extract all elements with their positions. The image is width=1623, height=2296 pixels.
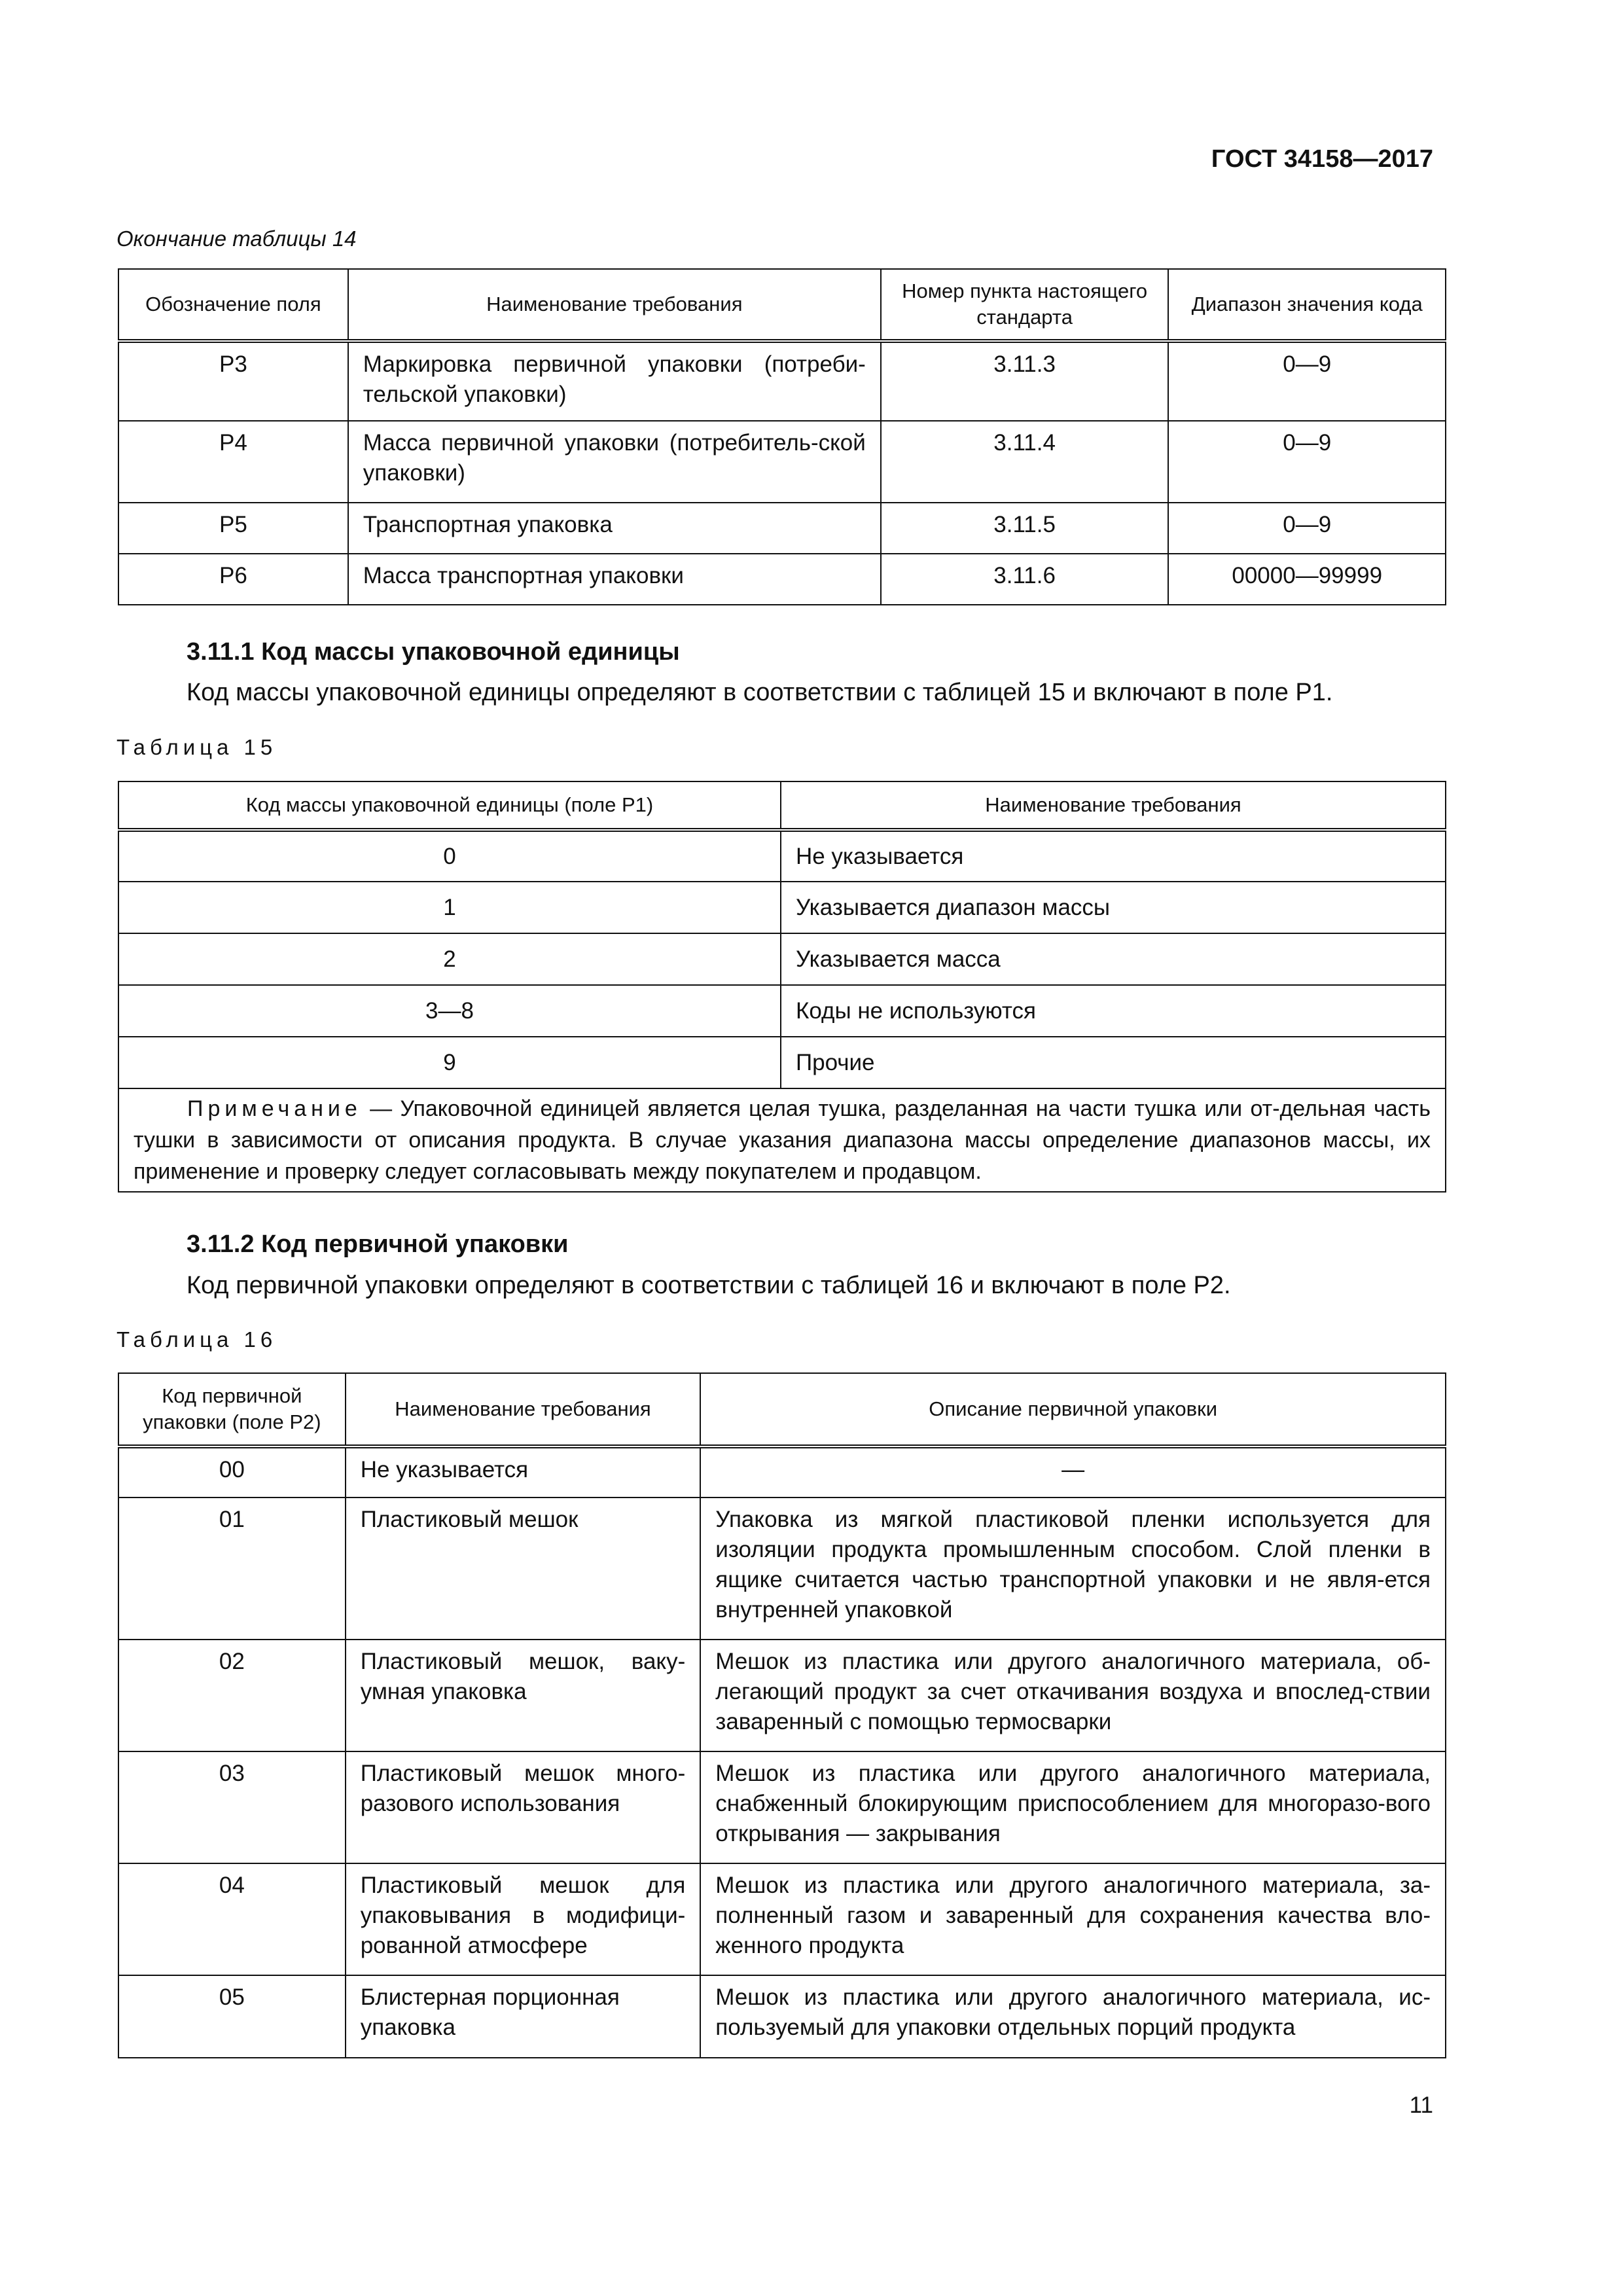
requirement-name: Масса первичной упаковки (потребитель-ской упаковки) <box>348 421 881 503</box>
clause-number: 3.11.3 <box>881 341 1169 421</box>
table-row <box>118 554 1446 605</box>
packaging-code: 01 <box>118 1498 346 1640</box>
column-header-description: Описание первичной упаковки <box>700 1373 1446 1446</box>
field-code: P3 <box>118 341 348 421</box>
requirement-name: Блистерная порционная упаковка <box>346 1975 701 2058</box>
requirement-name: Указывается масса <box>781 933 1446 985</box>
document-id: ГОСТ 34158—2017 <box>1211 145 1433 173</box>
requirement-name: Пластиковый мешок <box>346 1498 701 1640</box>
code-range: 0—9 <box>1168 341 1446 421</box>
field-code: P6 <box>118 554 348 605</box>
column-header-clause: Номер пункта настоящего стандарта <box>881 269 1169 341</box>
section-heading-3-11-2: 3.11.2 Код первичной упаковки <box>187 1230 569 1258</box>
packaging-description: — <box>700 1446 1446 1498</box>
clause-number: 3.11.4 <box>881 421 1169 503</box>
field-code: P4 <box>118 421 348 503</box>
column-header-name: Наименование требования <box>348 269 881 341</box>
table-row <box>118 1640 1446 1751</box>
table-row <box>118 421 1446 503</box>
packaging-code: 04 <box>118 1863 346 1975</box>
table14-caption: Окончание таблицы 14 <box>116 226 357 251</box>
packaging-code: 00 <box>118 1446 346 1498</box>
column-header-code: Код первичной упаковки (поле P2) <box>118 1373 346 1446</box>
mass-code: 3—8 <box>118 985 781 1037</box>
table-14-continuation <box>118 268 1446 605</box>
column-header-field: Обозначение поля <box>118 269 348 341</box>
requirement-name: Маркировка первичной упаковки (потреби-тельской упаковки) <box>348 341 881 421</box>
packaging-description: Упаковка из мягкой пластиковой пленки используется для изоляции продукта промышленным способом. Слой пленки в ящике считается частью транспортной упаковки и не явля-ется внутренней упаковкой <box>700 1498 1446 1640</box>
code-range: 00000—99999 <box>1168 554 1446 605</box>
requirement-name: Не указывается <box>346 1446 701 1498</box>
packaging-description: Мешок из пластика или другого аналогичного материала, за-полненный газом и заваренный для сохранения качества вло-женного продукта <box>700 1863 1446 1975</box>
table-row <box>118 1498 1446 1640</box>
note-text: — Упаковочной единицей является целая тушка, разделанная на части тушка или от-дельная часть тушки в зависимости от описания продукта. В случае указания диапазона массы определение диапазонов массы, их применение и проверку следует согласовывать между покупателем и продавцом. <box>134 1096 1431 1184</box>
table16-caption: Таблица 16 <box>116 1327 277 1352</box>
packaging-description: Мешок из пластика или другого аналогичного материала, об-легающий продукт за счет откачивания воздуха и впослед-ствии заваренный с помощью термосварки <box>700 1640 1446 1751</box>
table-row <box>118 830 1446 882</box>
table-row <box>118 985 1446 1037</box>
mass-code: 1 <box>118 882 781 933</box>
requirement-name: Пластиковый мешок для упаковывания в модифици-рованной атмосфере <box>346 1863 701 1975</box>
section-heading-3-11-1: 3.11.1 Код массы упаковочной единицы <box>187 638 680 666</box>
requirement-name: Не указывается <box>781 830 1446 882</box>
mass-code: 9 <box>118 1037 781 1088</box>
column-header-name: Наименование требования <box>781 781 1446 830</box>
column-header-name: Наименование требования <box>346 1373 701 1446</box>
table-note <box>118 1088 1446 1192</box>
packaging-description: Мешок из пластика или другого аналогичного материала, ис-пользуемый для упаковки отдельных порций продукта <box>700 1975 1446 2058</box>
requirement-name: Прочие <box>781 1037 1446 1088</box>
column-header-range: Диапазон значения кода <box>1168 269 1446 341</box>
clause-number: 3.11.5 <box>881 503 1169 554</box>
table-16 <box>118 1372 1446 2058</box>
table-row <box>118 1751 1446 1863</box>
column-header-code: Код массы упаковочной единицы (поле P1) <box>118 781 781 830</box>
page-number: 11 <box>1409 2092 1433 2118</box>
packaging-code: 03 <box>118 1751 346 1863</box>
section-text-3-11-1: Код массы упаковочной единицы определяют в соответствии с таблицей 15 и включают в поле P1. <box>187 679 1333 706</box>
table-row <box>118 933 1446 985</box>
code-range: 0—9 <box>1168 421 1446 503</box>
table15-caption: Таблица 15 <box>116 735 277 759</box>
packaging-code: 02 <box>118 1640 346 1751</box>
table-note-row <box>118 1088 1446 1192</box>
mass-code: 0 <box>118 830 781 882</box>
clause-number: 3.11.6 <box>881 554 1169 605</box>
packaging-code: 05 <box>118 1975 346 2058</box>
requirement-name: Транспортная упаковка <box>348 503 881 554</box>
requirement-name: Коды не используются <box>781 985 1446 1037</box>
note-label: Примечание <box>187 1096 362 1121</box>
requirement-name: Указывается диапазон массы <box>781 882 1446 933</box>
table-row <box>118 1975 1446 2058</box>
table-15 <box>118 781 1446 1193</box>
requirement-name: Масса транспортная упаковки <box>348 554 881 605</box>
table-row <box>118 503 1446 554</box>
table-row <box>118 1863 1446 1975</box>
table-row <box>118 341 1446 421</box>
mass-code: 2 <box>118 933 781 985</box>
requirement-name: Пластиковый мешок много-разового использования <box>346 1751 701 1863</box>
table-row <box>118 1037 1446 1088</box>
section-text-3-11-2: Код первичной упаковки определяют в соответствии с таблицей 16 и включают в поле P2. <box>187 1272 1231 1299</box>
code-range: 0—9 <box>1168 503 1446 554</box>
table-row <box>118 882 1446 933</box>
packaging-description: Мешок из пластика или другого аналогичного материала, снабженный блокирующим приспособлением для многоразо-вого открывания — закрывания <box>700 1751 1446 1863</box>
field-code: P5 <box>118 503 348 554</box>
table-row <box>118 1446 1446 1498</box>
requirement-name: Пластиковый мешок, ваку-умная упаковка <box>346 1640 701 1751</box>
